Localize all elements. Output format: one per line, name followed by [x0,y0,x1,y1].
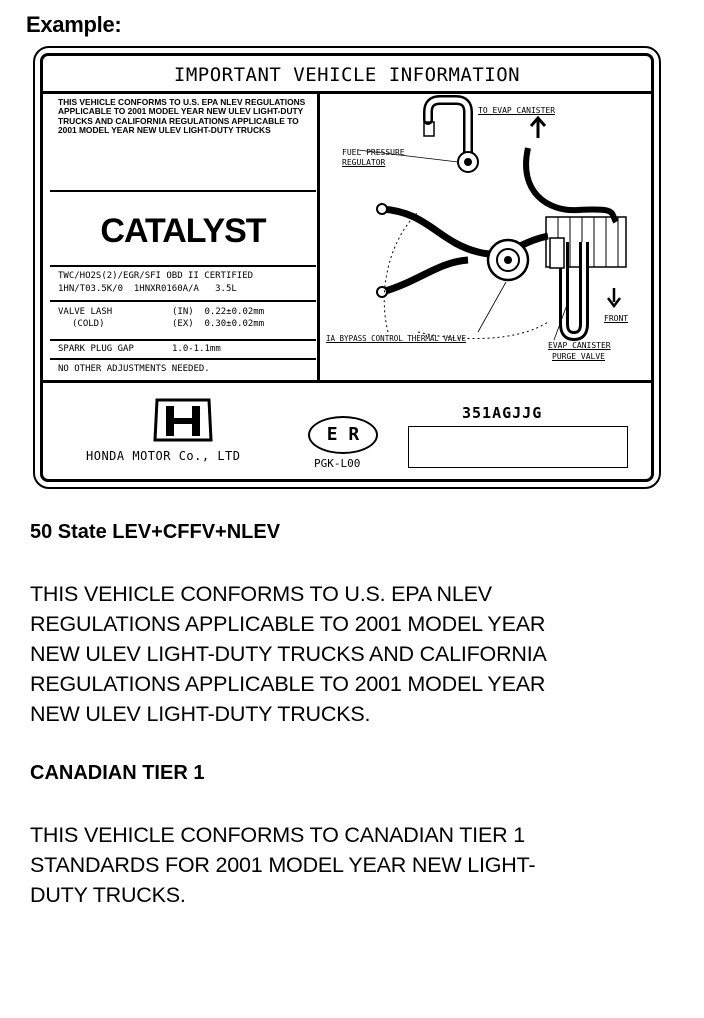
systems-line: TWC/HO2S(2)/EGR/SFI OBD II CERTIFIED [58,271,254,281]
evap-purge-label-1: EVAP CANISTER [548,341,611,350]
to-evap-canister-label: TO EVAP CANISTER [478,106,556,115]
text-line: THIS VEHICLE CONFORMS TO U.S. EPA NLEV [30,582,492,606]
example-heading: Example: [26,12,122,37]
er-code: PGK-L00 [314,457,361,470]
front-label: FRONT [604,314,629,323]
honda-logo-icon [152,398,214,442]
row-divider [50,339,316,341]
section-body-lev [30,579,690,729]
text-line: NEW ULEV LIGHT-DUTY TRUCKS AND CALIFORNIA [30,642,547,666]
valve-lash-cold: (COLD) [72,319,105,329]
text-line: REGULATIONS APPLICABLE TO 2001 MODEL YEAR [30,612,546,636]
code-box [408,426,628,468]
no-adjustments-line: NO OTHER ADJUSTMENTS NEEDED. [58,364,210,374]
spark-plug-value: 1.0-1.1mm [172,344,221,354]
evap-purge-label-2: PURGE VALVE [552,352,605,361]
row-divider [50,190,316,192]
catalyst-text: CATALYST [100,212,266,250]
valve-lash-label: VALVE LASH [58,307,113,317]
fuel-regulator-label-1: FUEL PRESSURE [342,148,405,157]
fuel-regulator-label-2: REGULATOR [342,158,386,167]
valve-in-value: (IN) 0.22±0.02mm [172,307,265,317]
spark-plug-label: SPARK PLUG GAP [58,344,134,354]
er-emblem: E R [308,416,378,454]
section-title-lev: 50 State LEV+CFFV+NLEV [30,521,281,543]
text-line: STANDARDS FOR 2001 MODEL YEAR NEW LIGHT- [30,853,536,877]
text-line: REGULATIONS APPLICABLE TO 2001 MODEL YEAR [30,672,546,696]
row-divider [50,358,316,360]
text-line: DUTY TRUCKS. [30,883,186,907]
label-epa-statement: THIS VEHICLE CONFORMS TO U.S. EPA NLEV REGULATIONS APPLICABLE TO 2001 MODEL YEAR NEW ULEV LIGHT-DUTY TRUCKS AND CALIFORNIA REGULATIONS APPLICABLE TO 2001 MODEL YEAR NEW ULEV LIGHT-DUTY TRUCKS [58,97,306,136]
ia-bypass-label: IA BYPASS CONTROL THERMAL VALVE [326,334,466,343]
section-title-canadian: CANADIAN TIER 1 [30,762,205,784]
label-code: 351AGJJG [462,404,543,422]
row-divider [50,265,316,267]
row-divider [50,300,316,302]
company-name: HONDA MOTOR Co., LTD [86,449,241,463]
family-line: 1HN/T03.5K/0 1HNXR0160A/A 3.5L [58,284,237,294]
text-line: THIS VEHICLE CONFORMS TO CANADIAN TIER 1 [30,823,525,847]
label-title: IMPORTANT VEHICLE INFORMATION [173,64,521,86]
text-line: NEW ULEV LIGHT-DUTY TRUCKS. [30,702,371,726]
valve-ex-value: (EX) 0.30±0.02mm [172,319,265,329]
section-body-canadian [30,820,690,910]
